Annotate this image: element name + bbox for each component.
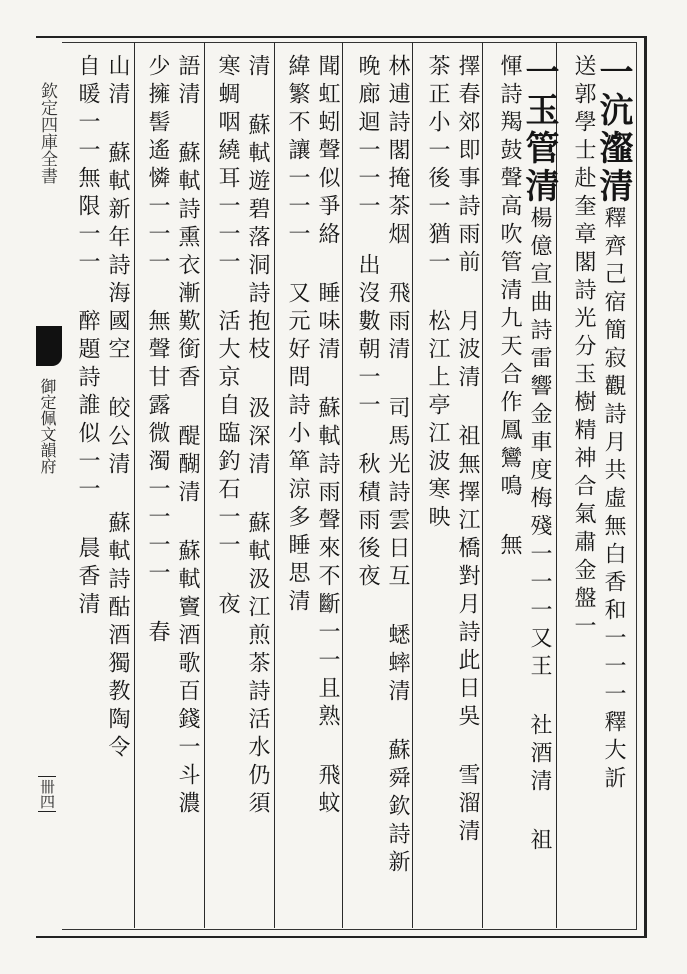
column-text: 清 蘇軾遊碧落洞詩抱枝 汲深清 蘇軾汲江煎茶詩活水仍須 [245,54,270,819]
text-column-9 [310,54,344,914]
entry-heading: 一沆瀣清 [593,54,633,206]
column-text: 聞虹蚓聲似爭絡 睡味清 蘇軾詩雨聲來不斷一一且熟 飛蚊 [315,54,340,819]
text-column-8 [350,54,384,914]
column-text: 山清 蘇軾新年詩海國空 皎公清 蘇軾詩酤酒獨教陶令 [105,54,130,763]
column-text: 釋齊己宿簡寂觀詩月共虛無白香和一一一釋大訢 [601,206,626,794]
column-text: 惲詩羯鼓聲高吹管清九天合作鳳鸞鳴 無 [497,54,522,561]
column-text: 語清 蘇軾詩熏衣漸歎銜香 醍醐清 蘇軾竇酒歌百錢一斗濃 [175,54,200,819]
text-column-5 [450,54,484,914]
text-column-12 [210,54,244,914]
column-rule [204,42,205,928]
column-rule [134,42,135,928]
text-column-2 [566,54,600,914]
column-text: 晚廊迴一一一 出沒數朝一一 秋積雨後夜 [355,54,380,592]
text-column-15 [100,54,134,914]
page-number: 卌四 [38,776,56,812]
column-text: 茶正小一後一猶一 松江上亭江波寒映 [425,54,450,533]
collection-title: 欽定四庫全書 [37,82,57,184]
text-column-11 [240,54,274,914]
text-column-1 [593,54,633,914]
text-column-10 [280,54,314,914]
text-column-3 [519,54,559,914]
column-text: 寒蜩咽繞耳一一一 活大京自臨釣石一一 夜 [215,54,240,620]
book-title: 御定佩文韻府 [38,378,57,474]
text-column-16 [70,54,104,914]
text-column-6 [420,54,454,914]
text-column-14 [140,54,174,914]
text-column-4 [492,54,526,914]
column-text: 送郭學士赴奎章閣詩光分玉樹精神合氣肅金盤一 [571,54,596,642]
entry-heading: 一玉管清 [519,54,559,206]
text-column-7 [380,54,414,914]
column-text: 擇春郊即事詩雨前 月波清 祖無擇江橋對月詩此日吳 雪溜清 [455,54,480,847]
column-text: 自暖一一無限一一 醉題詩誰似一一 晨香清 [75,54,100,620]
column-text: 楊億宣曲詩雷響金車度梅殘一一一又王 社酒清 祖 [527,206,552,856]
column-text: 少擁髻遙憐一一一 無聲甘露微濁一一一一 春 [145,54,170,648]
column-rule [274,42,275,928]
text-column-13 [170,54,204,914]
column-text: 緯繁不讓一一一 又元好問詩小箪涼多睡思清 [285,54,310,617]
column-text: 林逋詩閣掩茶烟 飛雨清 司馬光詩雲日互 蟋蟀清 蘇舜欽詩新 [385,54,410,878]
